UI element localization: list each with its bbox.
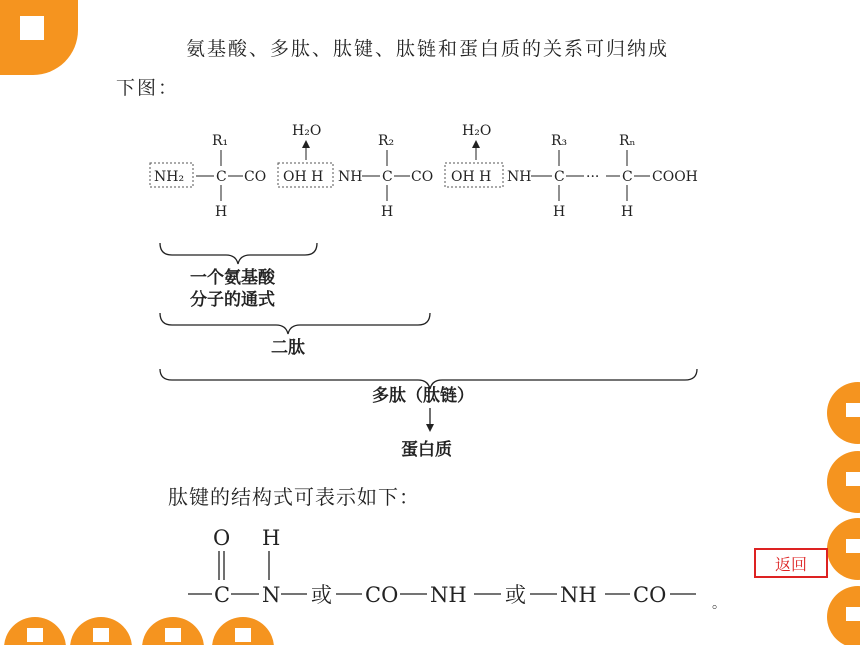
co-group-2: CO	[633, 583, 667, 607]
intro-line-2: 下图：	[116, 77, 180, 99]
co-2: CO	[411, 169, 434, 185]
or-2: 或	[505, 583, 526, 607]
hydrogen-atom: H	[262, 526, 281, 550]
rn-label: Rₙ	[619, 133, 636, 149]
co-1: CO	[244, 169, 267, 185]
nh2-label: NH₂	[154, 169, 185, 185]
r2-label: R₂	[378, 133, 395, 149]
r1-label: R₁	[212, 133, 229, 149]
intro-line-1: 氨基酸、多肽、肽键、肽链和蛋白质的关系可归纳成	[186, 38, 670, 60]
period: 。	[712, 596, 726, 612]
nh-group-1: NH	[430, 583, 467, 607]
carbon-atom: C	[214, 583, 231, 607]
h-2: H	[381, 204, 394, 220]
nh-2: NH	[507, 169, 532, 185]
chain-dots: ···	[586, 169, 600, 185]
nh-group-2: NH	[560, 583, 597, 607]
nitrogen-atom: N	[262, 583, 281, 607]
carbon-2: C	[382, 169, 393, 185]
label-polypeptide: 多肽（肽链）	[372, 386, 474, 406]
peptide-bond-title: 肽键的结构式可表示如下：	[168, 485, 420, 509]
label-protein: 蛋白质	[401, 440, 452, 460]
return-button[interactable]: 返回	[754, 548, 828, 578]
h-1: H	[215, 204, 228, 220]
r3-label: R₃	[551, 133, 568, 149]
carbon-1: C	[216, 169, 227, 185]
carbon-n: C	[622, 169, 633, 185]
label-dipeptide: 二肽	[271, 338, 305, 358]
nh-1: NH	[338, 169, 363, 185]
label-amino-acid-1: 一个氨基酸	[190, 268, 275, 288]
water-2: H₂O	[462, 123, 492, 139]
co-group-1: CO	[365, 583, 399, 607]
or-1: 或	[311, 583, 332, 607]
ohh-1: OH H	[283, 169, 324, 185]
cooh-label: COOH	[652, 169, 698, 185]
water-1: H₂O	[292, 123, 322, 139]
ohh-2: OH H	[451, 169, 492, 185]
h-n: H	[621, 204, 634, 220]
h-3: H	[553, 204, 566, 220]
oxygen-atom: O	[213, 526, 231, 550]
carbon-3: C	[554, 169, 565, 185]
label-amino-acid-2: 分子的通式	[190, 290, 275, 310]
